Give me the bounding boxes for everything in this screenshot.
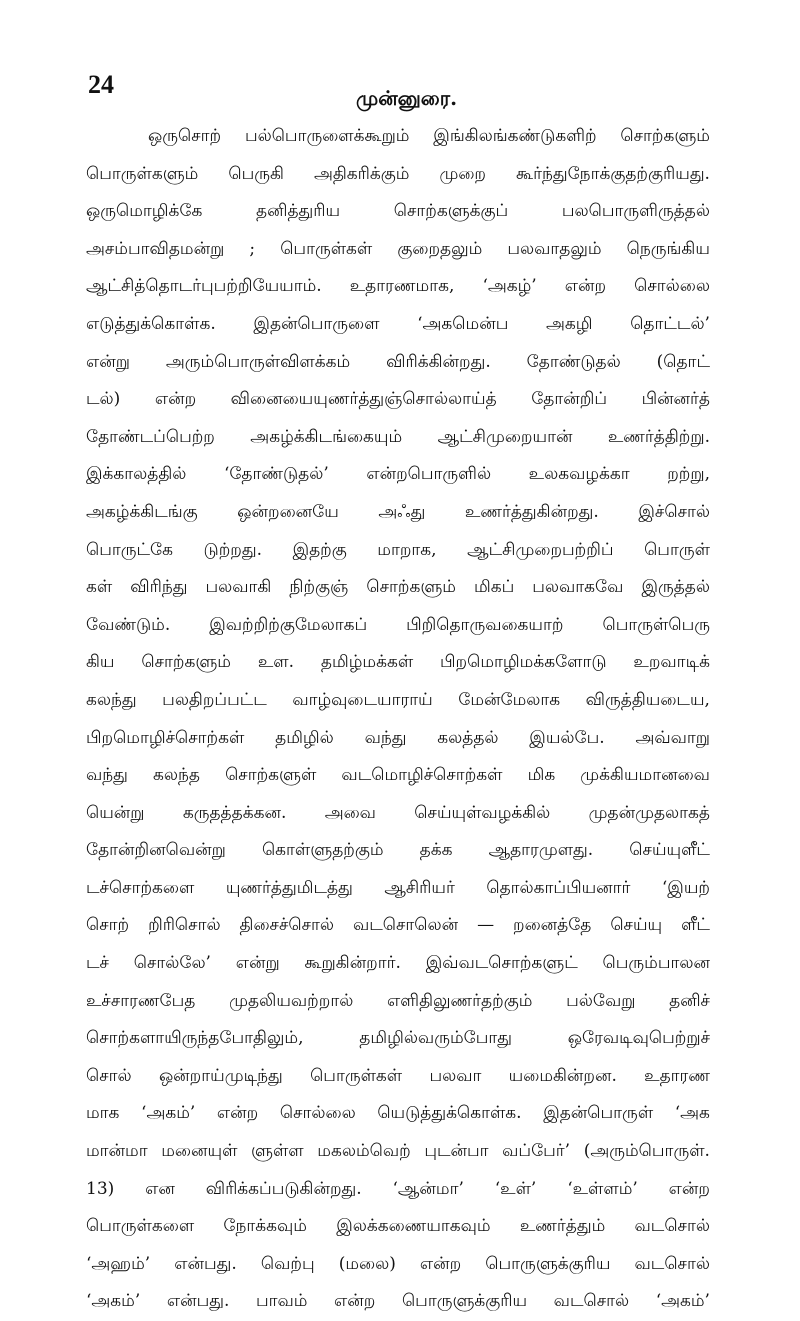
text-line: சொற் றிரிசொல் திசைச்சொல் வடசொலென் — றனைத்தே செய்யு ளீட் bbox=[86, 915, 710, 936]
text-line: டல்) என்ற வினையையுணர்த்துஞ்சொல்லாய்த் தோன்றிப் பின்னர்த் bbox=[86, 389, 710, 410]
text-line: ஆட்சித்தொடர்புபற்றியேயாம். உதாரணமாக, ‘அகழ்’ என்ற சொல்லை bbox=[86, 276, 710, 297]
text-line: டச் சொல்லே’ என்று கூறுகின்றார். இவ்வடசொற்களுட் பெரும்பாலன bbox=[86, 953, 710, 974]
text-line: ஒருசொற் பல்பொருளைக்கூறும் இங்கிலங்கண்டுகளிற் சொற்களும் bbox=[148, 126, 710, 146]
text-line: வேண்டும். இவற்றிற்குமேலாகப் பிறிதொருவகையாற் பொருள்பெரு bbox=[86, 614, 710, 635]
text-line: வந்து கலந்த சொற்களுள் வடமொழிச்சொற்கள் மிக முக்கியமானவை bbox=[86, 765, 710, 786]
body-text bbox=[86, 118, 710, 1321]
text-line: டச்சொற்களை யுணர்த்துமிடத்து ஆசிரியர் தொல்காப்பியனார் ‘இயற் bbox=[86, 877, 710, 898]
text-line: ‘அஹம்’ என்பது. வெற்பு (மலை) என்ற பொருளுக்குரிய வடசொல் bbox=[86, 1253, 710, 1274]
text-line: இக்காலத்தில் ‘தோண்டுதல்’ என்றபொருளில் உலகவழக்கா றற்று, bbox=[86, 464, 710, 485]
text-line: சொல் ஒன்றாய்முடிந்து பொருள்கள் பலவா யமைகின்றன. உதாரண bbox=[86, 1065, 710, 1086]
text-line: பொருள்களும் பெருகி அதிகரிக்கும் முறை கூர்ந்துநோக்குதற்குரியது. bbox=[86, 163, 710, 184]
running-head: முன்னுரை. bbox=[356, 86, 458, 110]
text-line: ‘அகம்’ என்பது. பாவம் என்ற பொருளுக்குரிய வடசொல் ‘அகம்’ bbox=[86, 1291, 710, 1312]
text-line: எடுத்துக்கொள்க. இதன்பொருளை ‘அகமென்ப அகழி தொட்டல்’ bbox=[86, 313, 710, 334]
text-line: கிய சொற்களும் உள. தமிழ்மக்கள் பிறமொழிமக்களோடு உறவாடிக் bbox=[86, 652, 710, 673]
text-line: என்று அரும்பொருள்விளக்கம் விரிக்கின்றது. தோண்டுதல் (தொட் bbox=[86, 351, 710, 372]
text-line: யென்று கருதத்தக்கன. அவை செய்யுள்வழக்கில் முதன்முதலாகத் bbox=[86, 802, 710, 823]
text-line: 13) என விரிக்கப்படுகின்றது. ‘ஆன்மா’ ‘உள்’ ‘உள்ளம்’ என்ற bbox=[86, 1178, 710, 1199]
text-line: பொருட்கே டுற்றது. இதற்கு மாறாக, ஆட்சிமுறைபற்றிப் பொருள் bbox=[86, 539, 710, 560]
text-line: மாக ‘அகம்’ என்ற சொல்லை யெடுத்துக்கொள்க. இதன்பொருள் ‘அக bbox=[86, 1103, 710, 1124]
text-line: பொருள்களை நோக்கவும் இலக்கணையாகவும் உணர்த்தும் வடசொல் bbox=[86, 1216, 710, 1237]
text-line: பிறமொழிச்சொற்கள் தமிழில் வந்து கலத்தல் இயல்பே. அவ்வாறு bbox=[86, 727, 710, 748]
page-number: 24 bbox=[88, 70, 114, 99]
text-line: அகழ்க்கிடங்கு ஒன்றனையே அஃது உணர்த்துகின்றது. இச்சொல் bbox=[86, 501, 710, 522]
text-line: கலந்து பலதிறப்பட்ட வாழ்வுடையாராய் மேன்மேலாக விருத்தியடைய, bbox=[86, 689, 710, 710]
text-line: ஒருமொழிக்கே தனித்துரிய சொற்களுக்குப் பலபொருளிருத்தல் bbox=[86, 201, 710, 222]
text-line: அசம்பாவிதமன்று ; பொருள்கள் குறைதலும் பலவாதலும் நெருங்கிய bbox=[86, 238, 710, 259]
text-line: தோண்டப்பெற்ற அகழ்க்கிடங்கையும் ஆட்சிமுறையான் உணர்த்திற்று. bbox=[86, 426, 710, 447]
text-line: தோன்றினவென்று கொள்ளுதற்கும் தக்க ஆதாரமுளது. செய்யுளீட் bbox=[86, 840, 710, 861]
text-line: கள் விரிந்து பலவாகி நிற்குஞ் சொற்களும் மிகப் பலவாகவே இருத்தல் bbox=[86, 577, 710, 598]
text-line: சொற்களாயிருந்தபோதிலும், தமிழில்வரும்போது ஒரேவடிவுபெற்றுச் bbox=[86, 1028, 710, 1049]
text-line: மான்மா மனையுள் ளுள்ள மகலம்வெற் புடன்பா வப்பேர்’ (அரும்பொருள். bbox=[86, 1141, 710, 1162]
text-line: உச்சாரணபேத முதலியவற்றால் எளிதிலுணர்தற்கும் பல்வேறு தனிச் bbox=[86, 990, 710, 1011]
